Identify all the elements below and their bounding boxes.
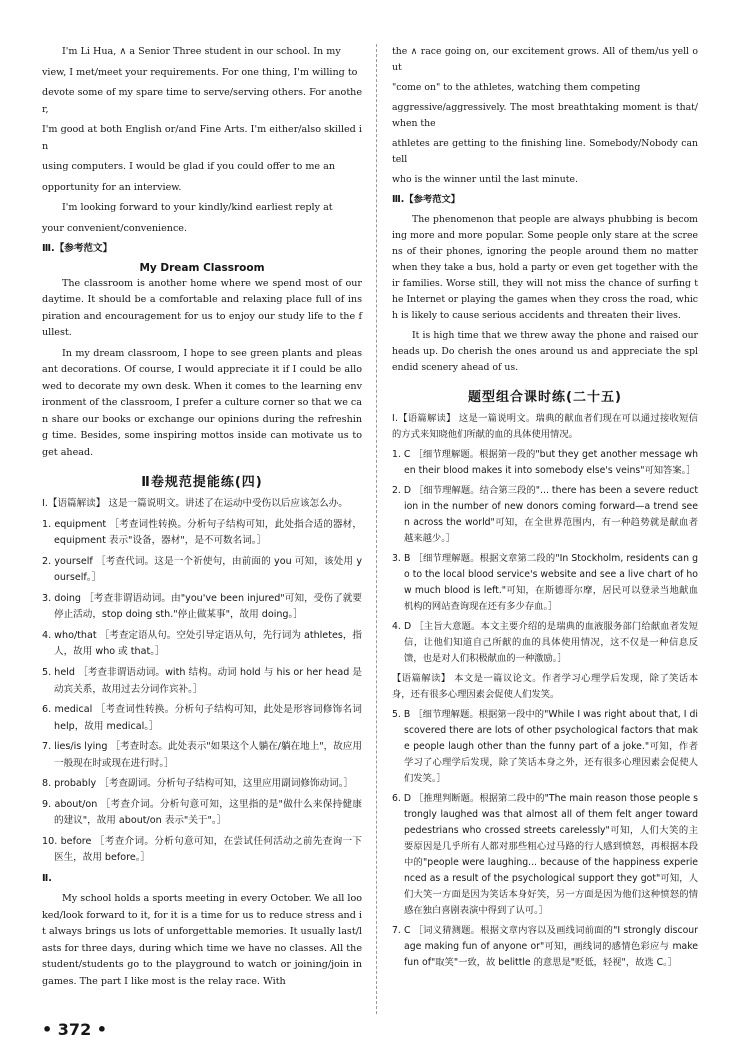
answer-intro: 【语篇解读】 本文是一篇议论文。作者学习心理学后发现，除了笑话本身，还有很多心理因素会促使人们发笑。 [392,673,698,700]
letter-line: I'm good at both English or/and Fine Arts. I'm either/also skilled in [42,124,362,152]
answer-item: 3. B ［细节理解题。根据文章第二段的"In Stockholm, residents can go to the local blood service's website and see a live chart of how much blood is left."可知，在斯德哥尔摩，居民可以登录当地献血机构的网站查询现在还有多少存血。］ [392,553,698,612]
answer-item: 7. lies/is lying ［考查时态。此处表示"如果这个人躺在/躺在地上"，故应用一般现在时或现在进行时。］ [42,741,362,769]
essay-paragraph: It is high time that we threw away the phone and raised our heads up. Do cherish the ones around us and appreciate the splendid scenery ahead of us. [392,330,698,373]
answer-item: 5. held ［考查非谓语动词。with 结构。动词 hold 与 his or her head 是动宾关系，故用过去分词作宾补。］ [42,666,362,695]
sample-label: Ⅲ.【参考范文】 [392,194,461,205]
right-column [392,44,698,975]
correction-line: the ∧ race going on, our excitement grows. All of them/us yell out [392,46,698,73]
left-column [42,44,362,994]
letter-line: view, I met/meet your requirements. For one thing, I'm willing to [42,66,358,78]
letter-line: I'm looking forward to your kindly/kind earliest reply at [62,202,333,214]
essay-title: My Dream Classroom [139,261,265,274]
letter-line: I'm Li Hua, ∧ a Senior Three student in our school. In my [62,46,341,57]
letter-line: devote some of my spare time to serve/serving others. For another, [42,87,362,115]
answer-item: 1. equipment ［考查词性转换。分析句子结构可知，此处指合适的器材，equipment 表示"设备，器材"，是不可数名词。］ [42,518,362,547]
correction-line: aggressive/aggressively. The most breathtaking moment is that/when the [392,102,698,129]
answer-intro: Ⅰ.【语篇解读】 这是一篇说明文。讲述了在运动中受伤以后应该怎么办。 [42,498,348,510]
answer-item: 1. C ［细节理解题。根据第一段的"but they get another message when their blood makes it into somebody else's veins"可知答案。］ [392,449,698,476]
page-number: • 372 • [42,1020,107,1039]
section-title: Ⅱ卷规范提能练(四) [141,475,263,491]
answer-item: 2. yourself ［考查代词。这是一个祈使句，由前面的 you 可知，该处用 yourself。］ [42,555,362,584]
answer-item: 4. who/that ［考查定语从句。空处引导定语从句，先行词为 athletes，指人，故用 who 或 that。］ [42,629,362,658]
essay-paragraph: The phenomenon that people are always phubbing is becoming more and more popular. Some people only stare at the screens of their phones, ignoring the people around them no matter when they take a bus, hold a party or even get together with their families. Worse still, they will not miss the chance of surfing the Internet or playing the games when they cross the road, which is likely to cause serious accidents and threaten their lives. [392,214,698,321]
part-label: Ⅱ. [42,872,52,884]
essay-paragraph: The classroom is another home where we spend most of our daytime. It should be a comfortable and relaxing place full of inspiration and encouragement for us to enjoy our study life to the fullest. [42,277,362,339]
correction-paragraph: My school holds a sports meeting in every October. We all looked/look forward to it, for it is a time for us to reduce stress and it always brings us lots of unforgettable memories. It usually last/lasts for three days, during which time we have no classes. All the student/students go to the playground to watch or joining/join in games. The part I like most is the relay race. With [42,893,362,987]
answer-item: 3. doing ［考查非谓语动词。由"you've been injured"可知，受伤了就要停止活动，stop doing sth."停止做某事"，故用 doing。］ [42,592,362,621]
letter-line: opportunity for an interview. [42,181,182,193]
letter-line: your convenient/convenience. [42,222,188,234]
essay-paragraph: In my dream classroom, I hope to see green plants and pleasant decorations. Of course, I would appreciate it if I could be allowed to decorate my own desk. When it comes to the learning environment of the classroom, I prefer a culture corner so that we can share our books or exchange our opinions during the refreshing time. Besides, some inspiring mottos inside can motivate us to get ahead. [42,347,362,458]
correction-line: athletes are getting to the finishing line. Somebody/Nobody can tell [392,138,698,165]
answer-item: 8. probably ［考查副词。分析句子结构可知，这里应用副词修饰动词。］ [42,778,354,790]
correction-line: "come on" to the athletes, watching them competing [392,82,641,93]
correction-line: who is the winner until the last minute. [392,174,578,185]
answer-item: 7. C ［词义猜测题。根据文章内容以及画线词前面的"I strongly discourage making fun of anyone or"可知，画线词的感情色彩应与 make fun of"取笑"一致，故 belittle 的意思是"贬低，轻视"，故选 C。］ [392,925,698,968]
answer-item: 4. D ［主旨大意题。本文主要介绍的是瑞典的血液服务部门给献血者发短信，让他们知道自己所献的血的具体使用情况，这不仅是一种信息反馈，也是对人们积极献血的一种激励。］ [392,621,698,664]
sample-label: Ⅲ.【参考范文】 [42,243,113,255]
answer-item: 2. D ［细节理解题。结合第三段的"... there has been a severe reduction in the number of new donors coming forward—a trend seen across the world"可知，在全世界范围内，有一种趋势就是献血者越来越少。］ [392,485,698,544]
answer-item: 10. before ［考查介词。分析句意可知，在尝试任何活动之前先查询一下医生，故用 before。］ [42,835,362,864]
section-title: 题型组合课时练(二十五) [468,390,622,405]
answer-item: 6. D ［推理判断题。根据第二段中的"The main reason those people strongly laughed was that almost all of them felt anger toward pedestrians who crossed streets carelessly"可知，人们大笑的主要原因是几乎所有人都对那些粗心过马路的行人感到愤怒，再根据本段中的"people were laughing... because of the happiness experienced as a result of the psychological support they got"可知，人们大笑一方面是因为笑话本身好笑，另一方面是因为他们这种愤怒的情感在独白喜剧表演中得到了认可。］ [392,793,698,916]
answer-item: 5. B ［细节理解题。根据第一段中的"While I was right about that, I discovered there are lots of other psychological factors that make people laugh other than the funny part of a joke."可知，作者学习了心理学后发现，除了笑话本身之外，还有很多心理因素会促使人们发笑。］ [392,709,698,784]
answer-intro: Ⅰ.【语篇解读】 这是一篇说明文。瑞典的献血者们现在可以通过接收短信的方式来知晓他们所献的血的具体使用情况。 [392,413,698,440]
column-divider [376,44,377,1014]
answer-item: 9. about/on ［考查介词。分析句意可知，这里指的是"做什么来保持健康的建议"，故用 about/on 表示"关于"。］ [42,798,362,827]
answer-item: 6. medical ［考查词性转换。分析句子结构可知，此处是形容词修饰名词 help，故用 medical。］ [42,704,362,732]
letter-line: using computers. I would be glad if you could offer to me an [42,161,336,173]
